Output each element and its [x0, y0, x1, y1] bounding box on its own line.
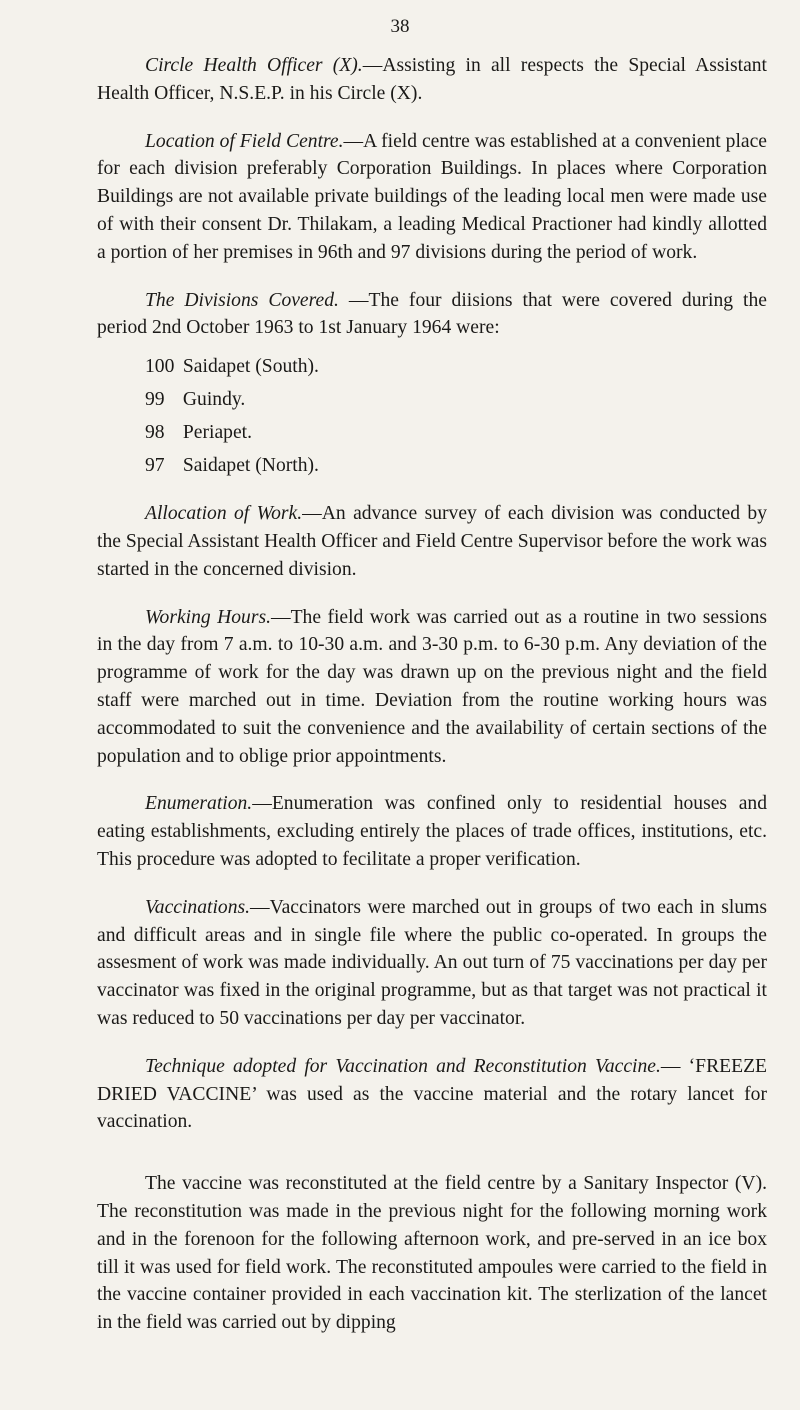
division-number: 97 — [145, 455, 165, 477]
paragraph-text: —A field centre was established at a convenient place for each division preferably Corporation Buildings. In places where Corporation Buildings are not available private buildings of the leading local men were made use of with their consent Dr. Thilakam, a leading Medical Practioner had kindly allotted a portion of her premises in 96th and 97 divisions during the period of work. — [97, 130, 767, 263]
paragraph-vaccinations — [97, 894, 767, 1033]
list-item — [97, 383, 767, 416]
paragraph-heading: Allocation of Work. — [145, 503, 303, 525]
page-body — [97, 52, 767, 1357]
paragraph-heading: Location of Field Centre. — [145, 130, 344, 152]
list-item — [97, 350, 767, 383]
division-name: Saidapet (North). — [182, 455, 319, 477]
division-number: 98 — [145, 422, 165, 444]
paragraph-heading: Working Hours. — [145, 606, 271, 628]
paragraph-heading: Circle Health Officer (X). — [145, 55, 363, 76]
paragraph-allocation-of-work — [97, 500, 767, 583]
paragraph-heading: The Divisions Covered. — [145, 289, 339, 311]
paragraph-technique — [97, 1053, 767, 1136]
division-name: Periapet. — [182, 422, 253, 444]
division-name: Guindy. — [182, 389, 246, 411]
paragraph-heading: Vaccinations. — [145, 896, 251, 918]
paragraph-heading: Technique adopted for Vaccination and Reconstitution Vaccine. — [145, 1055, 661, 1077]
paragraph-reconstitution — [97, 1170, 767, 1337]
paragraph-heading: Enumeration. — [145, 793, 253, 815]
paragraph-text: — ‘FREEZE DRIED VACCINE’ was used as the vaccine material and the rotary lancet for vaccination. — [97, 1055, 768, 1133]
paragraph-text: The vaccine was reconstituted at the field centre by a Sanitary Inspector (V). The reconstitution was made in the previous night for the following morning work and in the forenoon for the following afternoon work, and pre-served in an ice box till it was used for field work. The reconstituted ampoules were carried to the field in the vaccine container provided in each vaccination kit. The sterlization of the lancet in the field was carried out by dipping — [97, 1173, 767, 1334]
paragraph-text: —Enumeration was confined only to residential houses and eating establishments, excluding entirely the places of trade offices, institutions, etc. This procedure was adopted to fecilitate a proper verification. — [97, 793, 767, 870]
paragraph-text: —The four diisions that were covered during the period 2nd October 1963 to 1st January 1964 were: — [97, 289, 767, 339]
paragraph-working-hours — [97, 604, 767, 771]
division-number: 100 — [145, 356, 175, 378]
division-name: Saidapet (South). — [182, 356, 319, 378]
list-item — [97, 416, 767, 449]
paragraph-text: —Assisting in all respects the Special Assistant Health Officer, N.S.E.P. in his Circle (X). — [97, 55, 768, 104]
paragraph-location-field-centre — [97, 128, 767, 267]
paragraph-text: —Vaccinators were marched out in groups of two each in slums and difficult areas and in single file where the public co-operated. In groups the assesment of work was made individually. An out turn of 75 vaccinations per day per vaccinator was fixed in the original programme, but as that target was not practical it was reduced to 50 vaccinations per day per vaccinator. — [97, 896, 767, 1029]
paragraph-text: —An advance survey of each division was conducted by the Special Assistant Health Officer and Field Centre Supervisor before the work was started in the concerned division. — [97, 503, 768, 580]
divisions-list — [97, 350, 767, 482]
division-number: 99 — [145, 389, 165, 411]
list-item — [97, 449, 767, 482]
paragraph-divisions-covered — [97, 287, 767, 343]
paragraph-circle-health-officer — [97, 52, 767, 108]
page-number: 38 — [390, 16, 410, 37]
paragraph-text: —The field work was carried out as a routine in two sessions in the day from 7 a.m. to 10-30 a.m. and 3-30 p.m. to 6-30 p.m. Any deviation of the programme of work for the day was drawn up on the previous night and the field staff were marched out in time. Deviation from the routine working hours was accommodated to suit the convenience and the availability of certain sections of the population and to oblige prior appointments. — [97, 606, 767, 767]
paragraph-enumeration — [97, 790, 767, 873]
